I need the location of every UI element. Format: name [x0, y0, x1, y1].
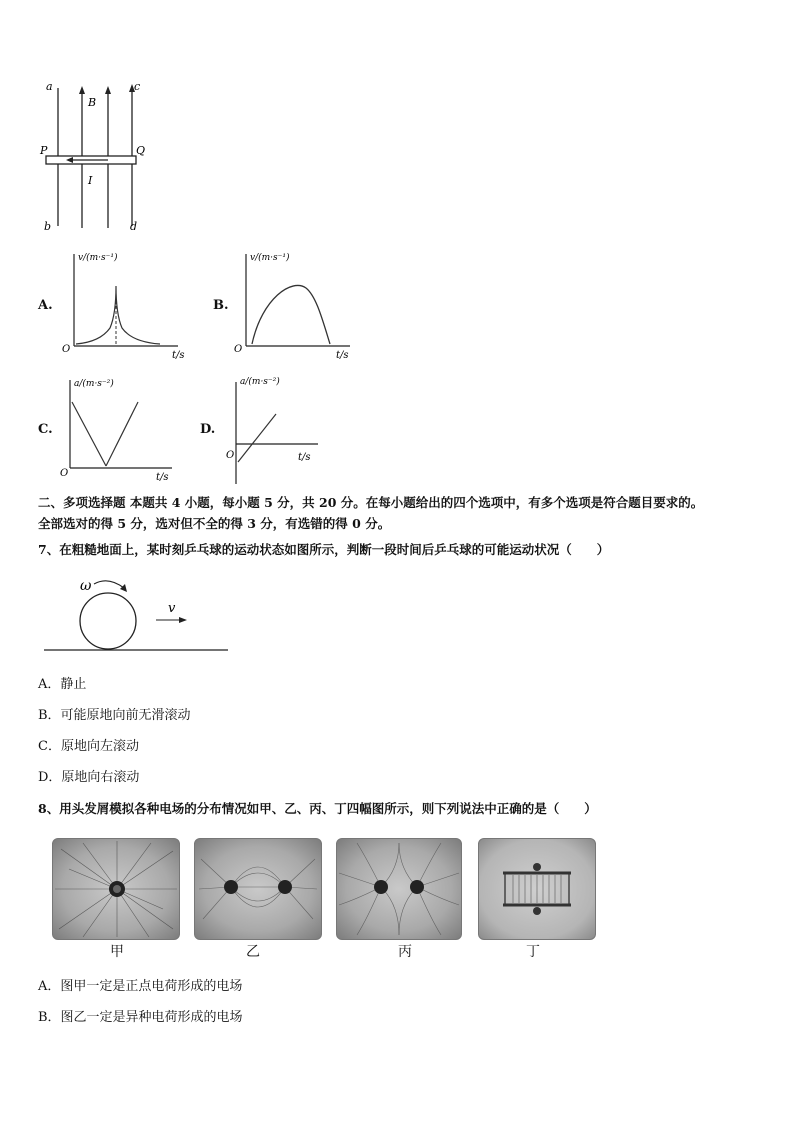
label-b: b: [44, 220, 52, 233]
q8-option-b[interactable]: B．图乙一定是异种电荷形成的电场: [38, 1010, 243, 1025]
graph-b-xlabel: t/s: [336, 350, 349, 360]
graph-c-origin: O: [60, 468, 69, 479]
label-B: B: [88, 96, 97, 109]
q7-stem: 7、在粗糙地面上，某时刻乒乓球的运动状态如图所示，判断一段时间后乒乓球的可能运动状况（ ）: [38, 542, 610, 557]
omega-label: ω: [80, 578, 92, 594]
q7-option-b[interactable]: B．可能原地向前无滑滚动: [38, 708, 191, 723]
graph-b-origin: O: [234, 344, 243, 355]
graph-c: [60, 372, 180, 484]
graph-a-xlabel: t/s: [172, 350, 185, 360]
graph-b-ylabel: v/(m·s⁻¹): [250, 253, 290, 263]
caption-ding: 丁: [526, 944, 540, 960]
caption-yi: 乙: [246, 944, 260, 960]
photo-jia: [52, 838, 180, 940]
graph-c-ylabel: a/(m·s⁻²): [74, 379, 114, 389]
label-I: I: [88, 174, 93, 187]
label-P: P: [40, 144, 48, 157]
photo-ding: [478, 838, 596, 940]
q7-option-d[interactable]: D．原地向右滚动: [38, 770, 140, 785]
option-b-label[interactable]: B.: [213, 298, 229, 313]
option-d-label[interactable]: D.: [200, 422, 216, 437]
graph-c-xlabel: t/s: [156, 472, 169, 483]
label-c: c: [134, 80, 141, 93]
graph-b: [232, 248, 362, 360]
label-a: a: [46, 80, 53, 93]
graph-d-origin: O: [226, 450, 235, 461]
velocity-label: v: [168, 601, 176, 616]
graph-a-ylabel: v/(m·s⁻¹): [78, 253, 118, 263]
q8-stem: 8、用头发屑模拟各种电场的分布情况如甲、乙、丙、丁四幅图所示，则下列说法中正确的是（ ）: [38, 801, 597, 816]
section2-line1: 二、多项选择题 本题共 4 小题，每小题 5 分，共 20 分。在每小题给出的四个选项中，有多个选项是符合题目要求的。: [38, 495, 704, 510]
label-d: d: [130, 220, 138, 233]
ball-figure: [44, 572, 234, 656]
option-c-label[interactable]: C.: [38, 422, 53, 437]
caption-bing: 丙: [398, 944, 412, 960]
photo-yi: [194, 838, 322, 940]
caption-jia: 甲: [110, 944, 124, 960]
graph-a-origin: O: [62, 344, 71, 355]
graph-d-xlabel: t/s: [298, 452, 311, 463]
rails-field-figure: [38, 78, 158, 238]
label-Q: Q: [136, 144, 146, 157]
q7-option-a[interactable]: A．静止: [38, 677, 87, 692]
q8-option-a[interactable]: A．图甲一定是正点电荷形成的电场: [38, 979, 243, 994]
graph-a: [60, 248, 190, 360]
option-a-label[interactable]: A.: [38, 298, 53, 313]
q7-option-c[interactable]: C．原地向左滚动: [38, 739, 139, 754]
graph-d-ylabel: a/(m·s⁻²): [240, 377, 280, 387]
graph-d: [222, 372, 322, 486]
section2-line2: 全部选对的得 5 分，选对但不全的得 3 分，有选错的得 0 分。: [38, 516, 391, 531]
photo-bing: [336, 838, 462, 940]
